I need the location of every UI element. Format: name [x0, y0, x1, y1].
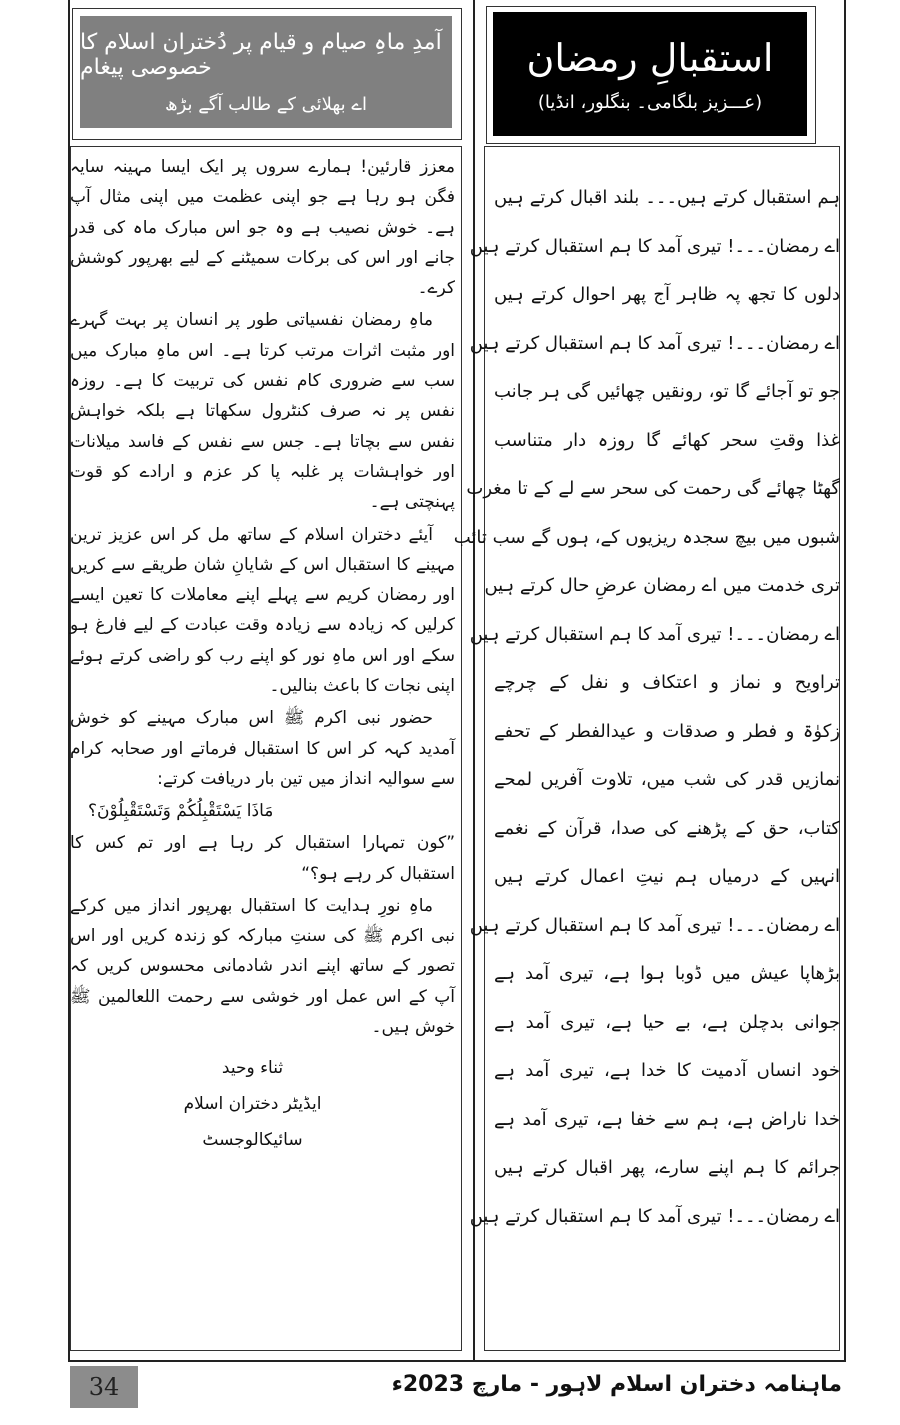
left-header-subtitle: اے بھلائی کے طالب آگے بڑھ: [165, 93, 367, 115]
footer-rule: [68, 1360, 846, 1362]
poem-line: اے رمضان۔۔۔! تیری آمد کا ہم استقبال کرتے ہیں: [469, 332, 840, 354]
poem-line: تراویح و نماز و اعتکاف و نفل کے چرچے: [494, 672, 840, 693]
poem-line: شبوں میں بیچ سجدہ ریزیوں کے، ہوں گے سب تائب: [453, 526, 840, 548]
signature-name: ثناء وحید: [221, 1058, 284, 1079]
poem-line: تری خدمت میں اے رمضان عرضِ حال کرتے ہیں: [484, 575, 840, 596]
editorial-paragraph: معزز قارئین! ہمارے سروں پر ایک ایسا مہینہ سایہ فگن ہو رہا ہے جو اپنی عظمت میں اپنی مثال آپ ہے۔ خوش نصیب ہے وہ جو اس مبارک ماہ کی قدر جانے اور اس کی برکات سمیٹنے کے لیے بھرپور کوشش کرے۔: [70, 157, 455, 299]
poem-line: جو تو آجائے گا تو، رونقیں چھائیں گی ہر جانب: [494, 381, 840, 402]
quote-translation: ”کون تمہارا استقبال کر رہا ہے اور تم کس کا استقبال کر رہے ہو؟“: [70, 833, 455, 884]
poem-body: [453, 174, 840, 1241]
poem-line: انہیں کے درمیاں ہم نیتِ اعمال کرتے ہیں: [494, 866, 840, 887]
page-number: 34: [70, 1366, 138, 1408]
right-border: [844, 0, 846, 1360]
poem-line: ہم استقبال کرتے ہیں۔۔۔ بلند اقبال کرتے ہیں: [494, 187, 840, 208]
poem-line: جرائم کا ہم اپنے سارے، پھر اقبال کرتے ہیں: [494, 1157, 840, 1178]
poem-line: اے رمضان۔۔۔! تیری آمد کا ہم استقبال کرتے ہیں: [469, 914, 840, 936]
poem-line: گھٹا چھائے گی رحمت کی سحر سے لے کے تا مغرب: [466, 478, 840, 499]
poem-line: زکوٰۃ و فطر و صدقات و عیدالفطر کے تحفے: [494, 720, 840, 742]
editorial-article: [70, 152, 455, 1158]
left-header-box: [80, 16, 452, 128]
poem-line: خود انساں آدمیت کا خدا ہے، تیری آمد ہے: [494, 1060, 840, 1081]
magazine-footer: ماہنامہ دختران اسلام لاہور - مارچ 2023ء: [391, 1372, 842, 1397]
editorial-paragraph: حضور نبی اکرم ﷺ اس مبارک مہینے کو خوش آمدید کہہ کر اس کا استقبال فرماتے اور صحابہ کرام سے سوالیہ انداز میں تین بار دریافت کرتے:: [70, 708, 455, 789]
poem-line: غذا وقتِ سحر کھائے گا روزہ دار متناسب: [494, 429, 840, 451]
signature-block: [70, 1050, 455, 1158]
editorial-paragraph: آیئے دختران اسلام کے ساتھ مل کر اس عزیز ترین مہینے کا استقبال اس کے شایانِ شان طریقے سے کریں اور رمضان کریم سے پہلے اپنے معاملات کا تعین ایسے کرلیں کہ زیادہ سے زیادہ وقت عبادت کے لیے فارغ ہو سکے اور اس ماہِ نور کو اپنے رب کو راضی کرتے ہوئے اپنی نجات کا باعث بنالیں۔: [70, 524, 455, 697]
poem-author: (عـــزیز بلگامی۔ بنگلور، انڈیا): [537, 91, 763, 113]
poem-line: خدا ناراض ہے، ہم سے خفا ہے، تیری آمد ہے: [494, 1108, 840, 1130]
poem-line: دلوں کا تجھ پہ ظاہر آج پھر احوال کرتے ہیں: [494, 284, 840, 305]
poem-line: کتاب، حق کے پڑھنے کی صدا، قرآن کے نغمے: [494, 817, 840, 839]
left-header-title: آمدِ ماہِ صیام و قیام پر دُختران اسلام کا خصوصی پیغام: [80, 29, 442, 80]
signature-title: سائیکالوجسٹ: [202, 1130, 303, 1151]
center-divider: [473, 0, 475, 1360]
poem-line: اے رمضان۔۔۔! تیری آمد کا ہم استقبال کرتے ہیں: [469, 235, 840, 257]
poem-line: اے رمضان۔۔۔! تیری آمد کا ہم استقبال کرتے ہیں: [469, 1205, 840, 1227]
poem-line: نمازیں قدر کی شب میں، تلاوت آفریں لمحے: [494, 769, 840, 790]
signature-role: ایڈیٹر دختران اسلام: [183, 1094, 322, 1115]
editorial-paragraph: ماہِ رمضان نفسیاتی طور پر انسان پر بہت گہرے اور مثبت اثرات مرتب کرتا ہے۔ اس ماہِ مبارک میں سب سے ضروری کام نفس کی تربیت کا ہے۔ روزہ نفس پر نہ صرف کنٹرول سکھاتا ہے بلکہ خواہش نفس سے بچاتا ہے۔ جس سے نفس کے فاسد میلانات اور خواہشات پر غلبہ پا کر عزم و ارادے کو قوت پہنچتی ہے۔: [70, 310, 455, 513]
editorial-paragraph: ماہِ نورِ ہدایت کا استقبال بھرپور انداز میں کرکے نبی اکرم ﷺ کی سنتِ مبارکہ کو زندہ کریں اور اس تصور کے ساتھ اپنے اندر شادمانی محسوس کریں کہ آپ کے اس عمل اور خوشی سے رحمت اللعالمین ﷺ خوش ہیں۔: [70, 895, 455, 1038]
poem-line: اے رمضان۔۔۔! تیری آمد کا ہم استقبال کرتے ہیں: [469, 623, 840, 645]
arabic-quote: مَاذَا یَسْتَقْبِلُکُمْ وَتَسْتَقْبِلُوْنَ؟: [88, 801, 274, 822]
right-header-box: [493, 12, 807, 136]
poem-line: بڑھاپا عیش میں ڈوبا ہوا ہے، تیری آمد ہے: [494, 963, 840, 984]
poem-line: جوانی بدچلن ہے، بے حیا ہے، تیری آمد ہے: [494, 1011, 840, 1033]
poem-title: استقبالِ رمضان: [526, 35, 774, 80]
